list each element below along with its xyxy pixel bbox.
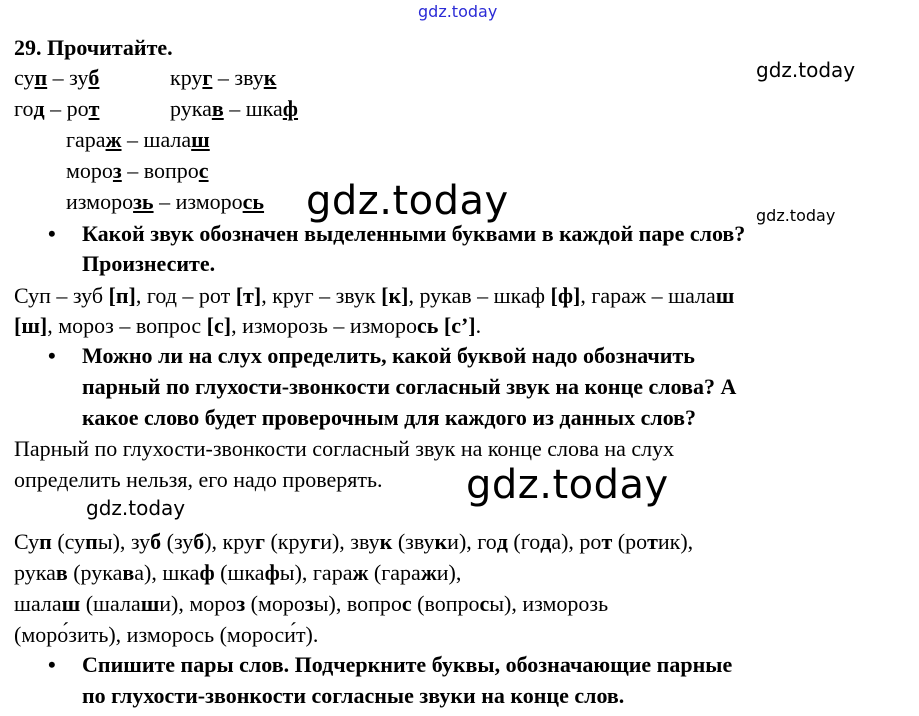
pair-row4: мороз – вопрос bbox=[66, 158, 209, 183]
question-2-line3: какое слово будет проверочным для каждого из данных слов? bbox=[82, 405, 697, 430]
answer-1-line1: Суп – зуб [п], год – рот [т], круг – звук [к], рукав – шкаф [ф], гараж – шалаш bbox=[14, 283, 735, 308]
bullet-icon: • bbox=[48, 343, 56, 368]
question-1-line2: Произнесите. bbox=[82, 251, 216, 276]
question-3-line2: по глухости-звонкости согласные звуки на конце слов. bbox=[82, 683, 625, 708]
answer-1-line2: [ш], мороз – вопрос [с], изморозь – изморось [с’]. bbox=[14, 313, 482, 338]
bullet-icon: • bbox=[48, 221, 56, 246]
watermark-left: gdz.today bbox=[86, 496, 186, 520]
pair-row3: гараж – шалаш bbox=[66, 127, 210, 152]
pair-row2-right: рукав – шкаф bbox=[170, 96, 299, 121]
answer-2-line2: определить нельзя, его надо проверять. bbox=[14, 467, 383, 492]
pair-row1-right: круг – звук bbox=[170, 65, 277, 90]
answer-3-line4: (моро́зить), изморось (мороси́т). bbox=[14, 622, 319, 647]
watermark-center-1: gdz.today bbox=[306, 178, 509, 224]
bullet-icon: • bbox=[48, 652, 56, 677]
exercise-heading bbox=[14, 34, 173, 62]
pair-row2-left: год – рот bbox=[14, 96, 100, 121]
pair-row1-left: суп – зуб bbox=[14, 65, 100, 90]
question-2-line2: парный по глухости-звонкости согласный звук на конце слова? А bbox=[82, 374, 737, 399]
exercise-title: Прочитайте. bbox=[47, 35, 173, 60]
exercise-number: 29. bbox=[14, 35, 42, 60]
answer-3-line2: рукав (рукава), шкаф (шкафы), гараж (гаражи), bbox=[14, 560, 462, 585]
answer-2-line1: Парный по глухости-звонкости согласный звук на конце слова на слух bbox=[14, 436, 675, 461]
watermark-right-2: gdz.today bbox=[756, 206, 836, 225]
answer-3-line3: шалаш (шалаши), мороз (морозы), вопрос (вопросы), изморозь bbox=[14, 591, 609, 616]
watermark-top: gdz.today bbox=[418, 2, 498, 21]
watermark-center-2: gdz.today bbox=[466, 462, 669, 508]
answer-3-line1: Суп (супы), зуб (зуб), круг (круги), звук (звуки), год (года), рот (ротик), bbox=[14, 529, 694, 554]
pair-row5: изморозь – изморось bbox=[66, 189, 265, 214]
watermark-right: gdz.today bbox=[756, 58, 856, 82]
